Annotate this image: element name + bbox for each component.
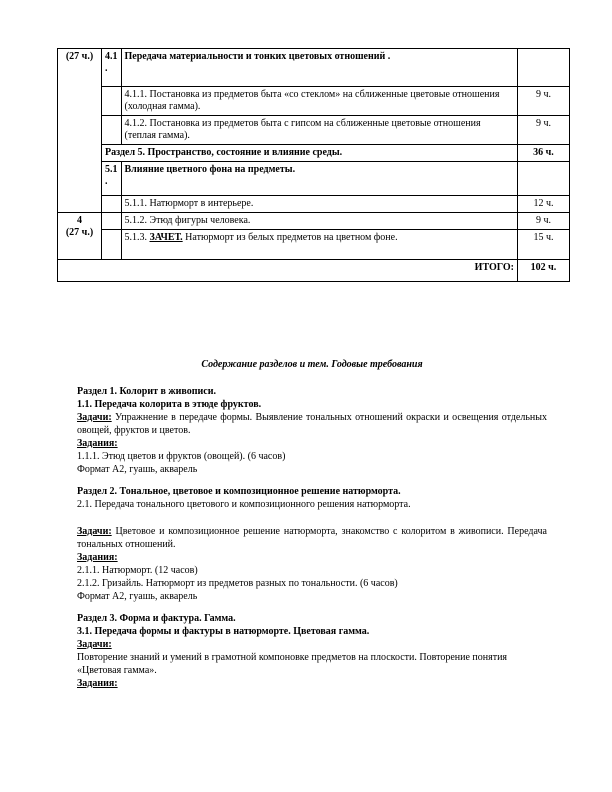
format-line: Формат А2, гуашь, акварель bbox=[77, 464, 198, 475]
hours-value: 12 ч. bbox=[518, 196, 570, 213]
tasks-text: Упражнение в передаче формы. Выявление тональных отношений окраски и освещения отдельных овощей, фруктов и цветов. bbox=[77, 412, 547, 436]
section-heading: Раздел 3. Форма и фактура. Гамма. bbox=[77, 613, 236, 624]
total-value: 102 ч. bbox=[518, 260, 570, 282]
spacer bbox=[77, 476, 547, 485]
topic-prefix: 5.1.3. bbox=[124, 232, 150, 243]
format-line: Формат А2, гуашь, акварель bbox=[77, 591, 198, 602]
section-heading: Раздел 1. Колорит в живописи. bbox=[77, 386, 216, 397]
empty-cell bbox=[58, 116, 102, 145]
assignments-label: Задания: bbox=[77, 552, 118, 563]
course-year: 4 bbox=[77, 215, 82, 226]
course-year-cell bbox=[58, 213, 102, 260]
hours-value: 9 ч. bbox=[518, 87, 570, 116]
assignment-item: 2.1.1. Натюрморт. (12 часов) bbox=[77, 565, 198, 576]
table-row bbox=[58, 196, 570, 213]
subsection-heading: 1.1. Передача колорита в этюде фруктов. bbox=[77, 399, 262, 410]
spacer bbox=[77, 511, 547, 525]
tasks-text: Повторение знаний и умений в грамотной компоновке предметов на плоскости. Повторение понятия «Цветовая гамма». bbox=[77, 652, 508, 676]
empty-cell bbox=[58, 145, 102, 162]
empty-cell bbox=[102, 87, 122, 116]
empty-cell bbox=[58, 162, 102, 196]
subsection-heading: 3.1. Передача формы и фактуры в натюрморте. Цветовая гамма. bbox=[77, 626, 370, 637]
topic-rest: Натюрморт из белых предметов на цветном фоне. bbox=[182, 232, 398, 243]
empty-cell bbox=[102, 213, 122, 230]
table-row bbox=[58, 162, 570, 196]
curriculum-table bbox=[57, 48, 570, 282]
section-number: 5.1 . bbox=[102, 162, 122, 196]
total-row bbox=[58, 260, 570, 282]
tasks-label: Задачи: bbox=[77, 412, 112, 423]
content-section bbox=[77, 358, 547, 690]
exam-label: ЗАЧЕТ. bbox=[149, 232, 183, 243]
topic-text: 4.1.2. Постановка из предметов быта с гипсом на сближенные цветовые отношения (теплая гамма). bbox=[121, 116, 518, 145]
section-number: 4.1 . bbox=[102, 49, 122, 87]
course-hours: (27 ч.) bbox=[65, 227, 94, 238]
tasks-paragraph bbox=[77, 525, 547, 551]
tasks-label: Задачи: bbox=[77, 526, 112, 537]
hours-value bbox=[518, 162, 570, 196]
total-label: ИТОГО: bbox=[58, 260, 518, 282]
tasks-text: Цветовое и композиционное решение натюрморта, знакомство с колоритом в живописи. Передача тональных отношений. bbox=[77, 526, 547, 550]
hours-value: 36 ч. bbox=[518, 145, 570, 162]
topic-title: Передача материальности и тонких цветовых отношений . bbox=[121, 49, 518, 87]
table-row bbox=[58, 49, 570, 87]
assignments-label: Задания: bbox=[77, 438, 118, 449]
hours-value: 9 ч. bbox=[518, 116, 570, 145]
table-row bbox=[58, 230, 570, 260]
section-heading: Раздел 2. Тональное, цветовое и композиционное решение натюрморта. bbox=[77, 486, 401, 497]
page-title: Содержание разделов и тем. Годовые требования bbox=[201, 359, 423, 370]
table-row bbox=[58, 87, 570, 116]
topic-text: 4.1.1. Постановка из предметов быта «со стеклом» на сближенные цветовые отношения (холодная гамма). bbox=[121, 87, 518, 116]
assignment-item: 2.1.2. Гризайль. Натюрморт из предметов разных по тональности. (6 часов) bbox=[77, 578, 398, 589]
tasks-paragraph bbox=[77, 411, 547, 437]
table-row bbox=[58, 213, 570, 230]
empty-cell bbox=[102, 230, 122, 260]
hours-value: 15 ч. bbox=[518, 230, 570, 260]
section-heading: Раздел 5. Пространство, состояние и влияние среды. bbox=[102, 145, 518, 162]
topic-title: Влияние цветного фона на предметы. bbox=[121, 162, 518, 196]
table-row bbox=[58, 145, 570, 162]
hours-value: 9 ч. bbox=[518, 213, 570, 230]
empty-cell bbox=[102, 116, 122, 145]
table-row bbox=[58, 116, 570, 145]
empty-cell bbox=[102, 196, 122, 213]
topic-text: 5.1.2. Этюд фигуры человека. bbox=[121, 213, 518, 230]
hours-cell: (27 ч.) bbox=[58, 49, 102, 87]
subsection-heading: 2.1. Передача тонального цветового и композиционного решения натюрморта. bbox=[77, 499, 411, 510]
empty-cell bbox=[58, 87, 102, 116]
topic-text: 5.1.1. Натюрморт в интерьере. bbox=[121, 196, 518, 213]
topic-text bbox=[121, 230, 518, 260]
empty-cell bbox=[58, 196, 102, 213]
tasks-label: Задачи: bbox=[77, 639, 112, 650]
assignments-label: Задания: bbox=[77, 678, 118, 689]
assignment-item: 1.1.1. Этюд цветов и фруктов (овощей). (6 часов) bbox=[77, 451, 286, 462]
spacer bbox=[77, 603, 547, 612]
hours-value bbox=[518, 49, 570, 87]
